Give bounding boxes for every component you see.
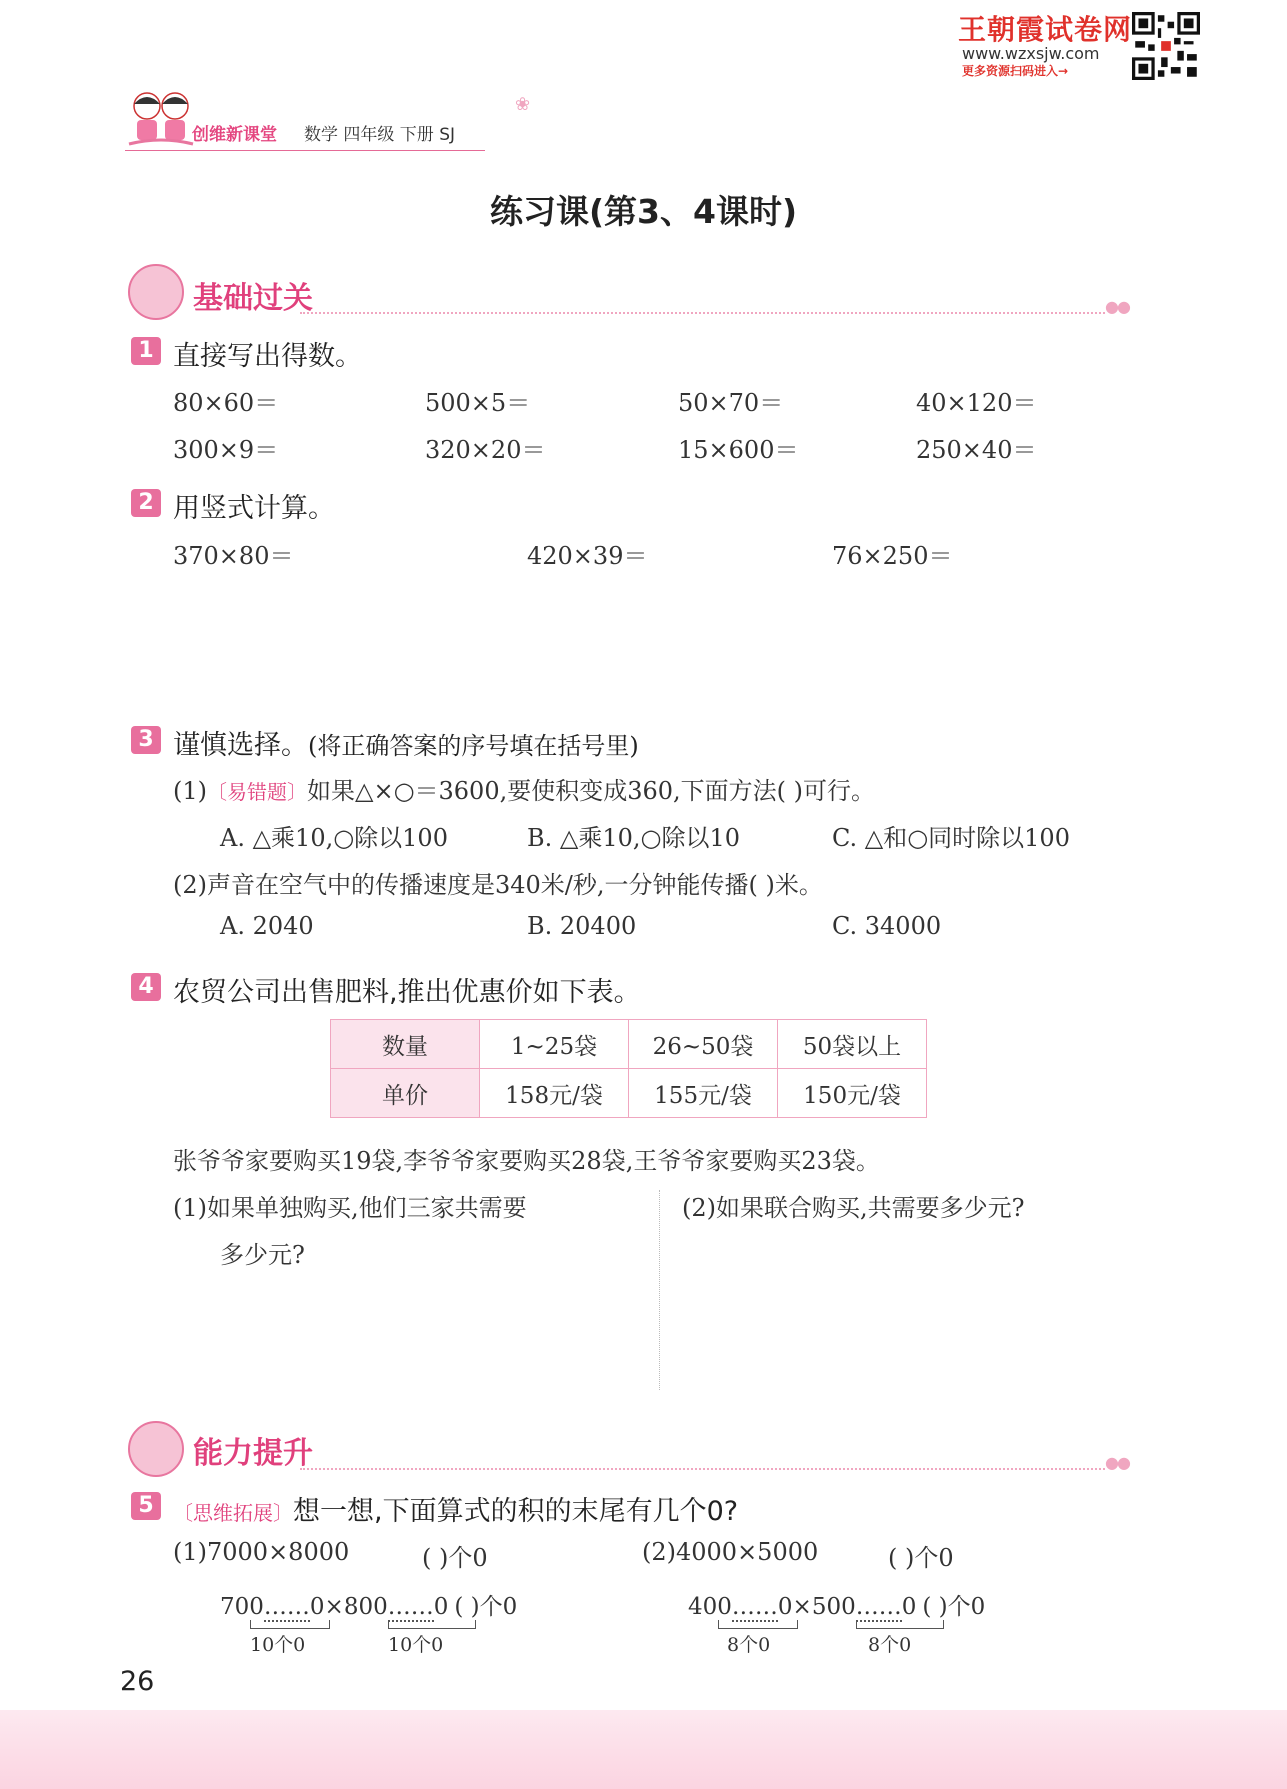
section-advanced-icon — [128, 1421, 184, 1477]
q2-item: 76×250＝ — [832, 542, 953, 570]
q1-item: 300×9＝ — [173, 436, 279, 464]
exp2-label-a: 8个0 — [727, 1634, 771, 1656]
q4-title: 农贸公司出售肥料,推出优惠价如下表。 — [173, 977, 641, 1008]
table-row — [331, 1020, 927, 1069]
q5-part1-expr: (1)7000×8000 — [173, 1538, 350, 1566]
table-cell: 26~50袋 — [629, 1020, 778, 1069]
q1-item: 15×600＝ — [678, 436, 799, 464]
q5-title: 想一想,下面算式的积的末尾有几个0? — [293, 1496, 739, 1527]
price-table — [330, 1019, 927, 1118]
q1-item: 40×120＝ — [916, 389, 1037, 417]
watermark-url[interactable]: www.wzxsjw.com — [962, 44, 1100, 63]
flower-icon: ❀ — [515, 94, 531, 115]
exp1-blank: ( )个0 — [454, 1594, 518, 1620]
q3-title-row — [173, 723, 639, 762]
q3-note: (将正确答案的序号填在括号里) — [308, 732, 639, 760]
exp1-brace-a — [250, 1620, 330, 1629]
exp2-factor-a: 400……0 — [688, 1594, 793, 1620]
table-row — [331, 1069, 927, 1118]
q3-part1-prefix: (1) — [173, 777, 207, 805]
q5-title-row — [173, 1489, 738, 1528]
q4-number: 4 — [131, 973, 161, 1001]
q4-sub1-line1: (1)如果单独购买,他们三家共需要 — [173, 1194, 527, 1222]
section-basic-rule — [300, 312, 1105, 314]
watermark-more: 更多资源扫码进入→ — [962, 64, 1069, 78]
q3-part1-text: 如果△×○＝3600,要使积变成360,下面方法( )可行。 — [307, 777, 876, 805]
exp1-factor-a: 700……0 — [220, 1594, 325, 1620]
exp2-brace-b — [856, 1620, 944, 1629]
q1-number: 1 — [131, 337, 161, 365]
exp2-factor-b: 500……0 — [811, 1594, 917, 1620]
q3-part2-text: (2)声音在空气中的传播速度是340米/秒,一分钟能传播( )米。 — [173, 871, 823, 899]
section-advanced-title: 能力提升 — [193, 1436, 313, 1471]
q1-item: 50×70＝ — [678, 389, 784, 417]
q5-expansion-2: 400……0×500……0 ( )个0 — [688, 1594, 986, 1620]
answer-divider — [659, 1190, 660, 1390]
q2-item: 370×80＝ — [173, 542, 294, 570]
q5-tag: 〔思维拓展〕 — [173, 1501, 293, 1525]
q1-item: 500×5＝ — [425, 389, 531, 417]
q3-option-b: B. △乘10,○除以10 — [527, 824, 740, 852]
table-cell: 155元/袋 — [629, 1069, 778, 1118]
q2-number: 2 — [131, 489, 161, 517]
exp1-factor-b: 800……0 — [343, 1594, 449, 1620]
q4-description: 张爷爷家要购买19袋,李爷爷家要购买28袋,王爷爷家要购买23袋。 — [173, 1147, 880, 1175]
section-dots-icon: ●● — [1105, 1453, 1129, 1472]
q3-part2-option-c: C. 34000 — [832, 912, 942, 940]
table-cell: 1~25袋 — [480, 1020, 629, 1069]
exp2-label-b: 8个0 — [868, 1634, 912, 1656]
q3-part2-option-a: A. 2040 — [220, 912, 314, 940]
q4-sub1-line2: 多少元? — [220, 1241, 305, 1269]
q3-part2-option-b: B. 20400 — [527, 912, 637, 940]
header-rule — [125, 150, 485, 151]
q4-sub2: (2)如果联合购买,共需要多少元? — [682, 1194, 1025, 1222]
q3-option-a: A. △乘10,○除以100 — [220, 824, 448, 852]
q2-item: 420×39＝ — [527, 542, 648, 570]
q2-title: 用竖式计算。 — [173, 493, 335, 524]
table-header-price: 单价 — [331, 1069, 480, 1118]
q1-item: 250×40＝ — [916, 436, 1037, 464]
watermark-title: 王朝霞试卷网 — [958, 13, 1133, 46]
q1-item: 80×60＝ — [173, 389, 279, 417]
q5-expansion-1: 700……0×800……0 ( )个0 — [220, 1594, 518, 1620]
q5-part2-expr: (2)4000×5000 — [642, 1538, 819, 1566]
page-title: 练习课(第3、4课时) — [489, 192, 798, 231]
section-basic-icon — [128, 264, 184, 320]
header-brand: 创维新课堂 — [192, 125, 277, 145]
section-advanced-rule — [300, 1468, 1105, 1470]
q5-part1-blank: ( )个0 — [422, 1544, 488, 1572]
q3-part1 — [173, 771, 875, 806]
table-cell: 150元/袋 — [778, 1069, 927, 1118]
exp1-label-b: 10个0 — [388, 1634, 444, 1656]
q3-number: 3 — [131, 726, 161, 754]
q3-title: 谨慎选择。 — [173, 730, 308, 761]
q5-part2-blank: ( )个0 — [888, 1544, 954, 1572]
qr-code-icon[interactable] — [1132, 12, 1200, 80]
header-subject: 数学 四年级 下册 SJ — [304, 125, 456, 145]
exp2-brace-a — [718, 1620, 798, 1629]
section-dots-icon: ●● — [1105, 297, 1129, 316]
q3-option-c: C. △和○同时除以100 — [832, 824, 1070, 852]
exp2-blank: ( )个0 — [922, 1594, 986, 1620]
footer-band — [0, 1710, 1287, 1789]
table-cell: 50袋以上 — [778, 1020, 927, 1069]
page-number: 26 — [120, 1666, 155, 1697]
q3-part1-tag: 〔易错题〕 — [207, 780, 307, 804]
q5-number: 5 — [131, 1492, 161, 1520]
q1-item: 320×20＝ — [425, 436, 546, 464]
exp1-brace-b — [388, 1620, 476, 1629]
mascot-icon — [125, 88, 197, 150]
section-basic-title: 基础过关 — [193, 281, 313, 316]
table-header-quantity: 数量 — [331, 1020, 480, 1069]
table-cell: 158元/袋 — [480, 1069, 629, 1118]
exp1-label-a: 10个0 — [250, 1634, 306, 1656]
q1-title: 直接写出得数。 — [173, 341, 362, 372]
